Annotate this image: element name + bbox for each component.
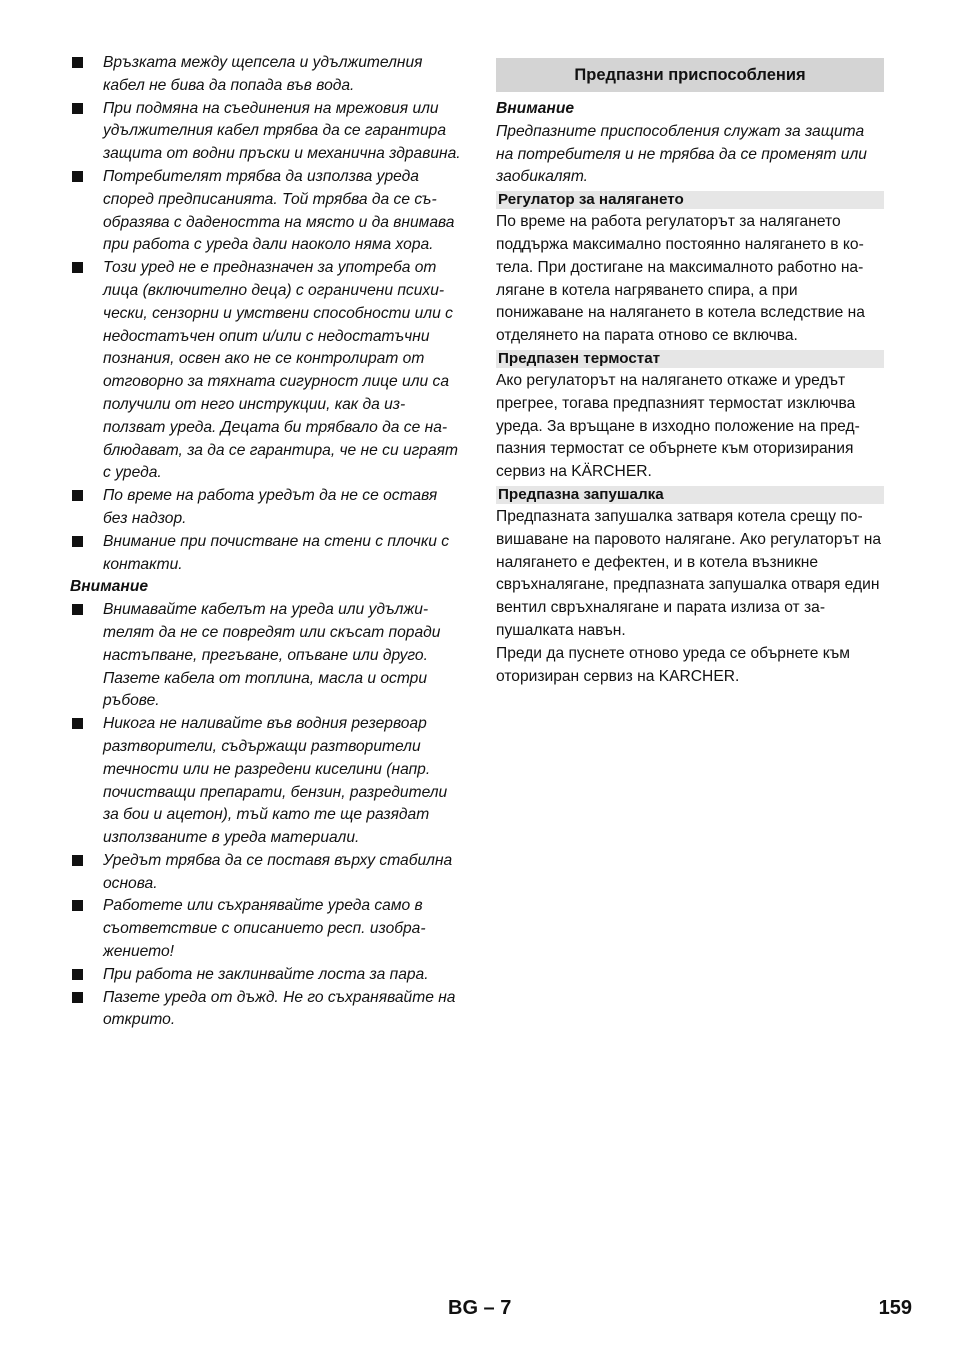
warning-heading: Внимание xyxy=(70,578,149,596)
square-bullet-icon xyxy=(72,103,83,114)
list-item-text: Никога не наливайте във водния резервоар разтворители, съдържащи разтворители течности или не разредени киселини (напр. почистващи препарати, бензин, разредители за бои и ацетон), тъй като те ще разядат използваните в уреда материали. xyxy=(103,715,448,847)
square-bullet-icon xyxy=(72,900,83,911)
subsection-paragraph: Ако регулаторът на налягането откаже и уредът прегрее, тогава предпазният термостат изключва уреда. За връщане в изходно положение на предпазния термостат се обърнете към оторизирания сервиз на KÄRCHER. xyxy=(496,371,860,481)
list-item xyxy=(70,713,462,850)
square-bullet-icon xyxy=(72,171,83,182)
subsection-heading-safety-thermostat: Предпазен термостат xyxy=(496,350,884,368)
subsection-heading-safety-plug: Предпазна запушалка xyxy=(496,486,884,504)
square-bullet-icon xyxy=(72,855,83,866)
list-item-text: При работа не заклинвайте лоста за пара. xyxy=(103,965,429,983)
list-item-text: По време на работа уредът да не се оставя без надзор. xyxy=(103,487,438,527)
right-column xyxy=(496,58,884,688)
safety-bullet-list-bottom xyxy=(70,599,462,1032)
page-number: 159 xyxy=(878,1297,912,1319)
subsection-paragraph: Преди да пуснете отново уреда се обърнете към оторизиран сервиз на KARCHER. xyxy=(496,644,850,685)
list-item-text: Връзката между щепсела и удължителния кабел не бива да попада във вода. xyxy=(103,54,423,94)
list-item xyxy=(70,257,462,485)
list-item-text: Работете или съхранявайте уреда само в съответствие с описанието респ. изображението! xyxy=(103,897,426,961)
square-bullet-icon xyxy=(72,490,83,501)
list-item-text: Този уред не е предназначен за употреба от лица (включително деца) с ограничени психически, сензорни и умствени способности или с недостатъчен опит и/или с недостатъчни познания, освен ако не се контролират от отговорно за тяхната сигурност лице или са получили от него инструкции, как да използват уреда. Децата би трябвало да се наблюдават, за да се гарантира, че не си играят с уреда. xyxy=(103,259,458,482)
left-column xyxy=(70,52,462,1032)
square-bullet-icon xyxy=(72,969,83,980)
warning-heading: Внимание xyxy=(496,100,575,117)
safety-bullet-list-top xyxy=(70,52,462,576)
subsection-heading-pressure-regulator: Регулатор за налягането xyxy=(496,191,884,209)
footer-language-code: BG – 7 xyxy=(448,1297,512,1319)
square-bullet-icon xyxy=(72,604,83,615)
square-bullet-icon xyxy=(72,718,83,729)
square-bullet-icon xyxy=(72,536,83,547)
square-bullet-icon xyxy=(72,57,83,68)
subsection-paragraph: Предпазната запушалка затваря котела срещу повишаване на паровото налягане. Ако регулаторът на налягането е дефектен, и в котела възникне свръхналягане, предпазната запушалка отваря един вентил свръхналягане и парата излиза от запушалката навън. xyxy=(496,507,881,639)
list-item-text: Уредът трябва да се поставя върху стабилна основа. xyxy=(103,851,453,892)
list-item xyxy=(70,599,462,713)
list-item xyxy=(70,52,462,98)
list-item-text: При подмяна на съединения на мрежовия или удължителния кабел трябва да се гарантира защита от водни пръски и механична здравина. xyxy=(103,99,461,163)
list-item xyxy=(70,166,462,257)
list-item-text: Внимание при почистване на стени с плочки с контакти. xyxy=(103,532,450,573)
square-bullet-icon xyxy=(72,992,83,1003)
list-item xyxy=(70,98,462,166)
square-bullet-icon xyxy=(72,262,83,273)
list-item xyxy=(70,964,462,987)
list-item-text: Потребителят трябва да използва уреда според предписанията. Той трябва да се съобразява с дадеността на място и да внимава при работа с уреда дали наоколо няма хора. xyxy=(103,167,455,254)
list-item xyxy=(70,850,462,896)
section-title: Предпазни приспособления xyxy=(496,58,884,92)
subsection-paragraph: По време на работа регулаторът за налягането поддържа максимално постоянно налягането в котела. При достигане на максималното работно налягане в котела нагряването спира, а при понижаване на налягането в котела вследствие на отделянето на парата отново се включва. xyxy=(496,213,865,345)
list-item-text: Пазете уреда от дъжд. Не го съхранявайте на открито. xyxy=(103,988,456,1029)
list-item xyxy=(70,531,462,577)
warning-text: Предпазните приспособления служат за защита на потребителя и не трябва да се променят или заобикалят. xyxy=(496,122,867,186)
list-item xyxy=(70,485,462,531)
list-item xyxy=(70,987,462,1033)
list-item-text: Внимавайте кабелът на уреда или удължителят да не се повредят или скъсат поради настъпване, прегъване, опъване или друго. Пазете кабела от топлина, масла и остри ръбове. xyxy=(103,601,441,710)
list-item xyxy=(70,895,462,963)
